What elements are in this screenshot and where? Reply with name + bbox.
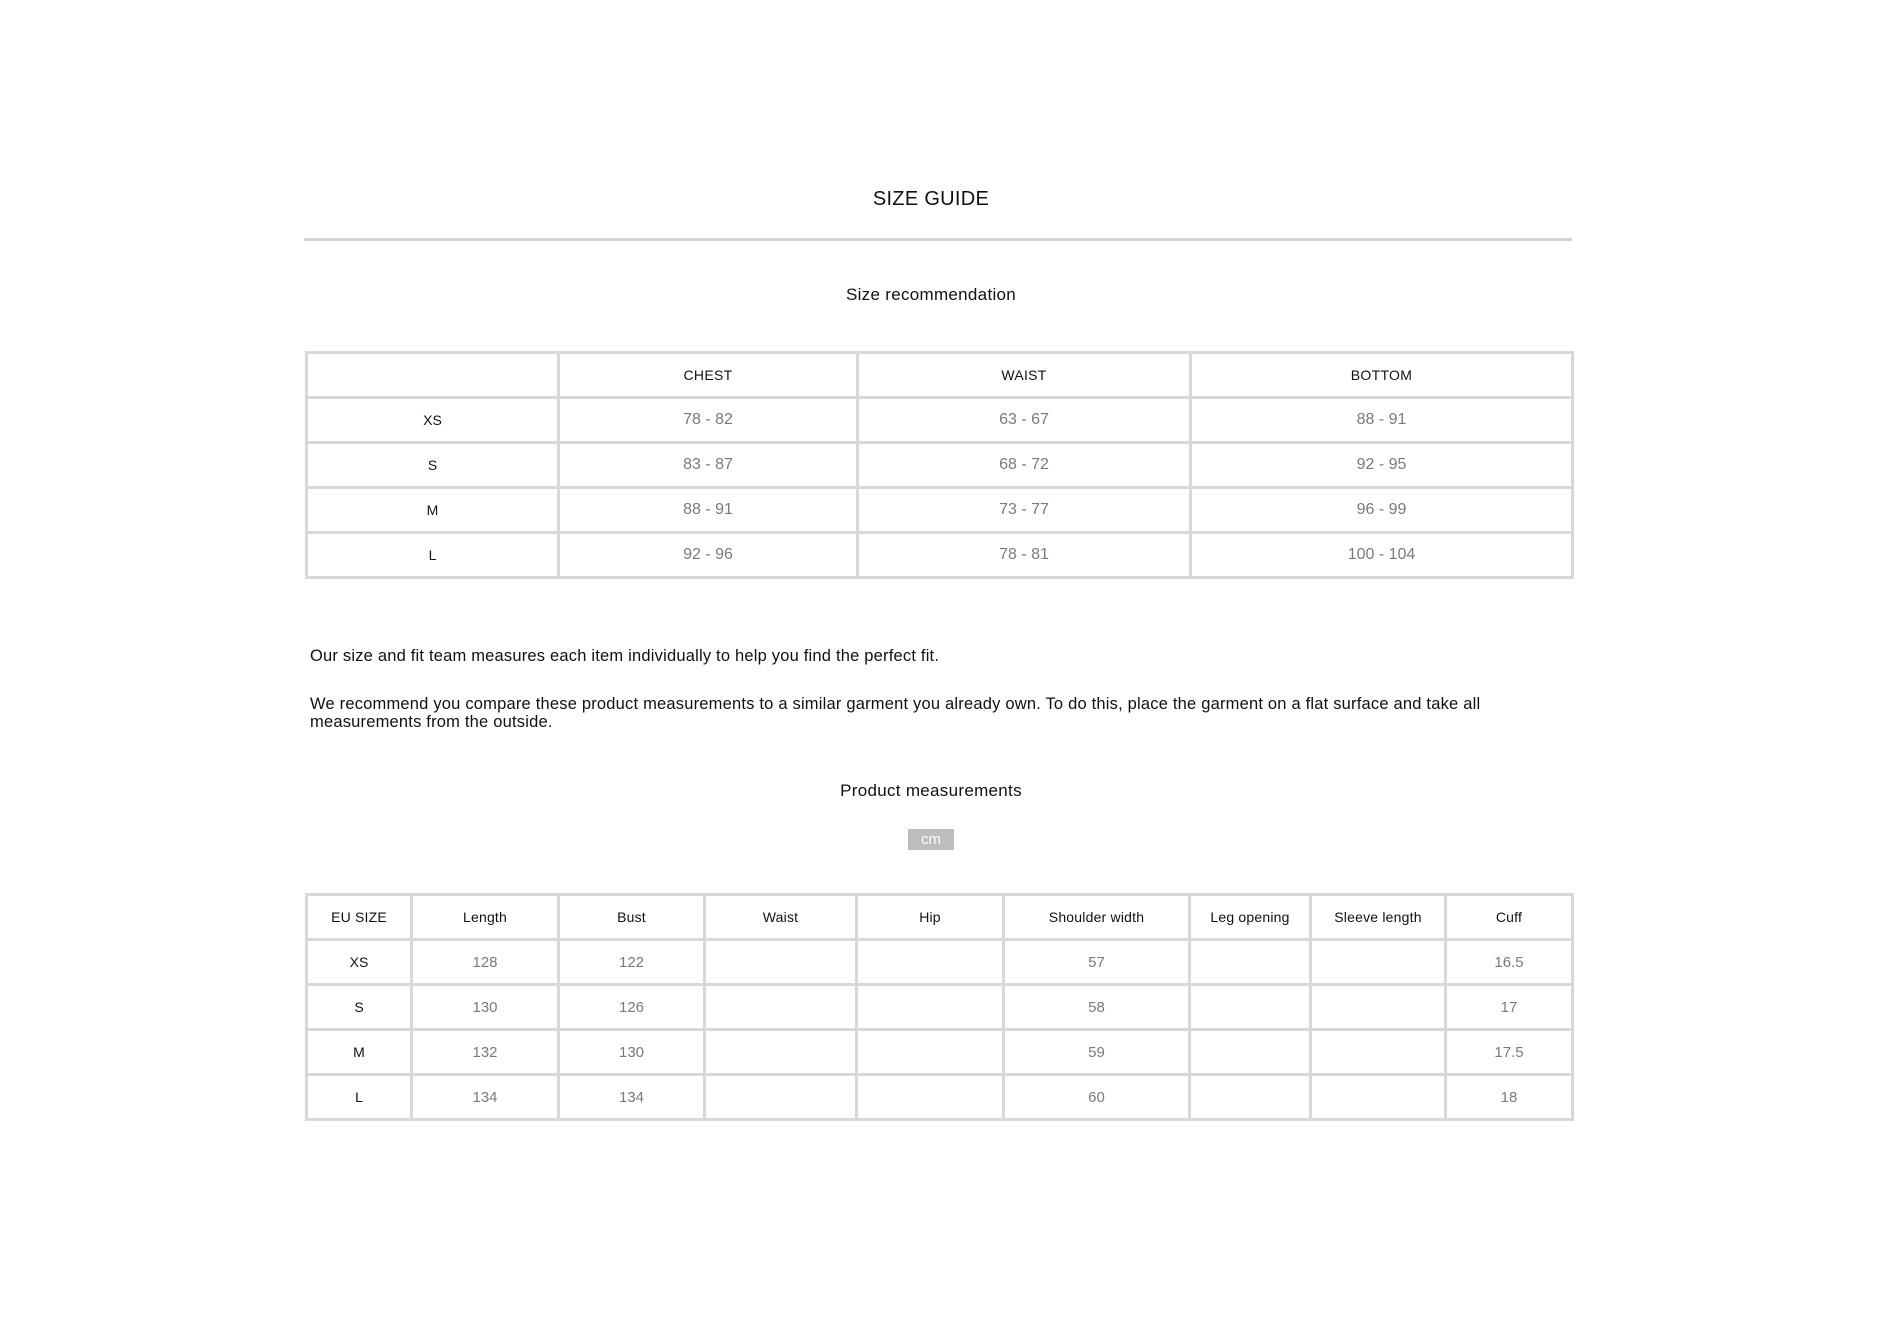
fit-team-paragraph: Our size and fit team measures each item individually to help you find the perfect fit. — [310, 647, 940, 665]
table-row — [307, 488, 1573, 533]
shoulder-width-value: 57 — [1004, 940, 1190, 985]
chest-value: 83 - 87 — [559, 443, 858, 488]
column-header-chest: CHEST — [559, 353, 858, 398]
column-header-waist: Waist — [705, 895, 857, 940]
column-header-eu-size: EU SIZE — [307, 895, 412, 940]
table-row — [307, 985, 1573, 1030]
leg-opening-value — [1190, 985, 1311, 1030]
size-label: XS — [307, 940, 412, 985]
cuff-value: 17.5 — [1446, 1030, 1573, 1075]
waist-value: 68 - 72 — [858, 443, 1191, 488]
chest-value: 78 - 82 — [559, 398, 858, 443]
bust-value: 130 — [559, 1030, 705, 1075]
column-header-sleeve-length: Sleeve length — [1311, 895, 1446, 940]
shoulder-width-value: 59 — [1004, 1030, 1190, 1075]
bust-value: 134 — [559, 1075, 705, 1120]
table-row — [307, 443, 1573, 488]
waist-value: 63 - 67 — [858, 398, 1191, 443]
waist-value — [705, 1075, 857, 1120]
column-header-bust: Bust — [559, 895, 705, 940]
size-label: M — [307, 488, 559, 533]
waist-value — [705, 985, 857, 1030]
size-recommendation-title: Size recommendation — [845, 285, 1017, 304]
length-value: 128 — [412, 940, 559, 985]
shoulder-width-value: 58 — [1004, 985, 1190, 1030]
sleeve-length-value — [1311, 1075, 1446, 1120]
waist-value — [705, 940, 857, 985]
unit-toggle-cm[interactable]: cm — [908, 829, 954, 850]
bottom-value: 96 - 99 — [1191, 488, 1573, 533]
size-label: XS — [307, 398, 559, 443]
title-divider — [304, 238, 1572, 241]
leg-opening-value — [1190, 1075, 1311, 1120]
hip-value — [857, 1075, 1004, 1120]
column-header-cuff: Cuff — [1446, 895, 1573, 940]
bust-value: 122 — [559, 940, 705, 985]
cuff-value: 17 — [1446, 985, 1573, 1030]
sleeve-length-value — [1311, 1030, 1446, 1075]
column-header-bottom: BOTTOM — [1191, 353, 1573, 398]
column-header-length: Length — [412, 895, 559, 940]
cuff-value: 16.5 — [1446, 940, 1573, 985]
size-recommendation-table — [305, 351, 1574, 579]
table-row — [307, 398, 1573, 443]
size-label: S — [307, 985, 412, 1030]
shoulder-width-value: 60 — [1004, 1075, 1190, 1120]
table-header-row — [307, 353, 1573, 398]
bottom-value: 88 - 91 — [1191, 398, 1573, 443]
length-value: 132 — [412, 1030, 559, 1075]
cuff-value: 18 — [1446, 1075, 1573, 1120]
table-row — [307, 533, 1573, 578]
sleeve-length-value — [1311, 985, 1446, 1030]
column-header-hip: Hip — [857, 895, 1004, 940]
bust-value: 126 — [559, 985, 705, 1030]
sleeve-length-value — [1311, 940, 1446, 985]
bottom-value: 92 - 95 — [1191, 443, 1573, 488]
product-measurements-title: Product measurements — [840, 781, 1022, 800]
leg-opening-value — [1190, 940, 1311, 985]
length-value: 130 — [412, 985, 559, 1030]
waist-value: 73 - 77 — [858, 488, 1191, 533]
column-header-size — [307, 353, 559, 398]
size-label: L — [307, 1075, 412, 1120]
table-header-row — [307, 895, 1573, 940]
bottom-value: 100 - 104 — [1191, 533, 1573, 578]
table-row — [307, 940, 1573, 985]
length-value: 134 — [412, 1075, 559, 1120]
measuring-advice-paragraph: We recommend you compare these product measurements to a similar garment you already own. To do this, place the garment on a flat surface and take all measurements from the outside. — [310, 695, 1481, 731]
hip-value — [857, 1030, 1004, 1075]
table-row — [307, 1075, 1573, 1120]
column-header-shoulder-width: Shoulder width — [1004, 895, 1190, 940]
table-row — [307, 1030, 1573, 1075]
size-label: M — [307, 1030, 412, 1075]
column-header-leg-opening: Leg opening — [1190, 895, 1311, 940]
hip-value — [857, 940, 1004, 985]
size-label: L — [307, 533, 559, 578]
column-header-waist: WAIST — [858, 353, 1191, 398]
page-title: SIZE GUIDE — [872, 188, 990, 210]
leg-opening-value — [1190, 1030, 1311, 1075]
waist-value — [705, 1030, 857, 1075]
chest-value: 92 - 96 — [559, 533, 858, 578]
size-label: S — [307, 443, 559, 488]
chest-value: 88 - 91 — [559, 488, 858, 533]
waist-value: 78 - 81 — [858, 533, 1191, 578]
hip-value — [857, 985, 1004, 1030]
product-measurements-table — [305, 893, 1574, 1121]
